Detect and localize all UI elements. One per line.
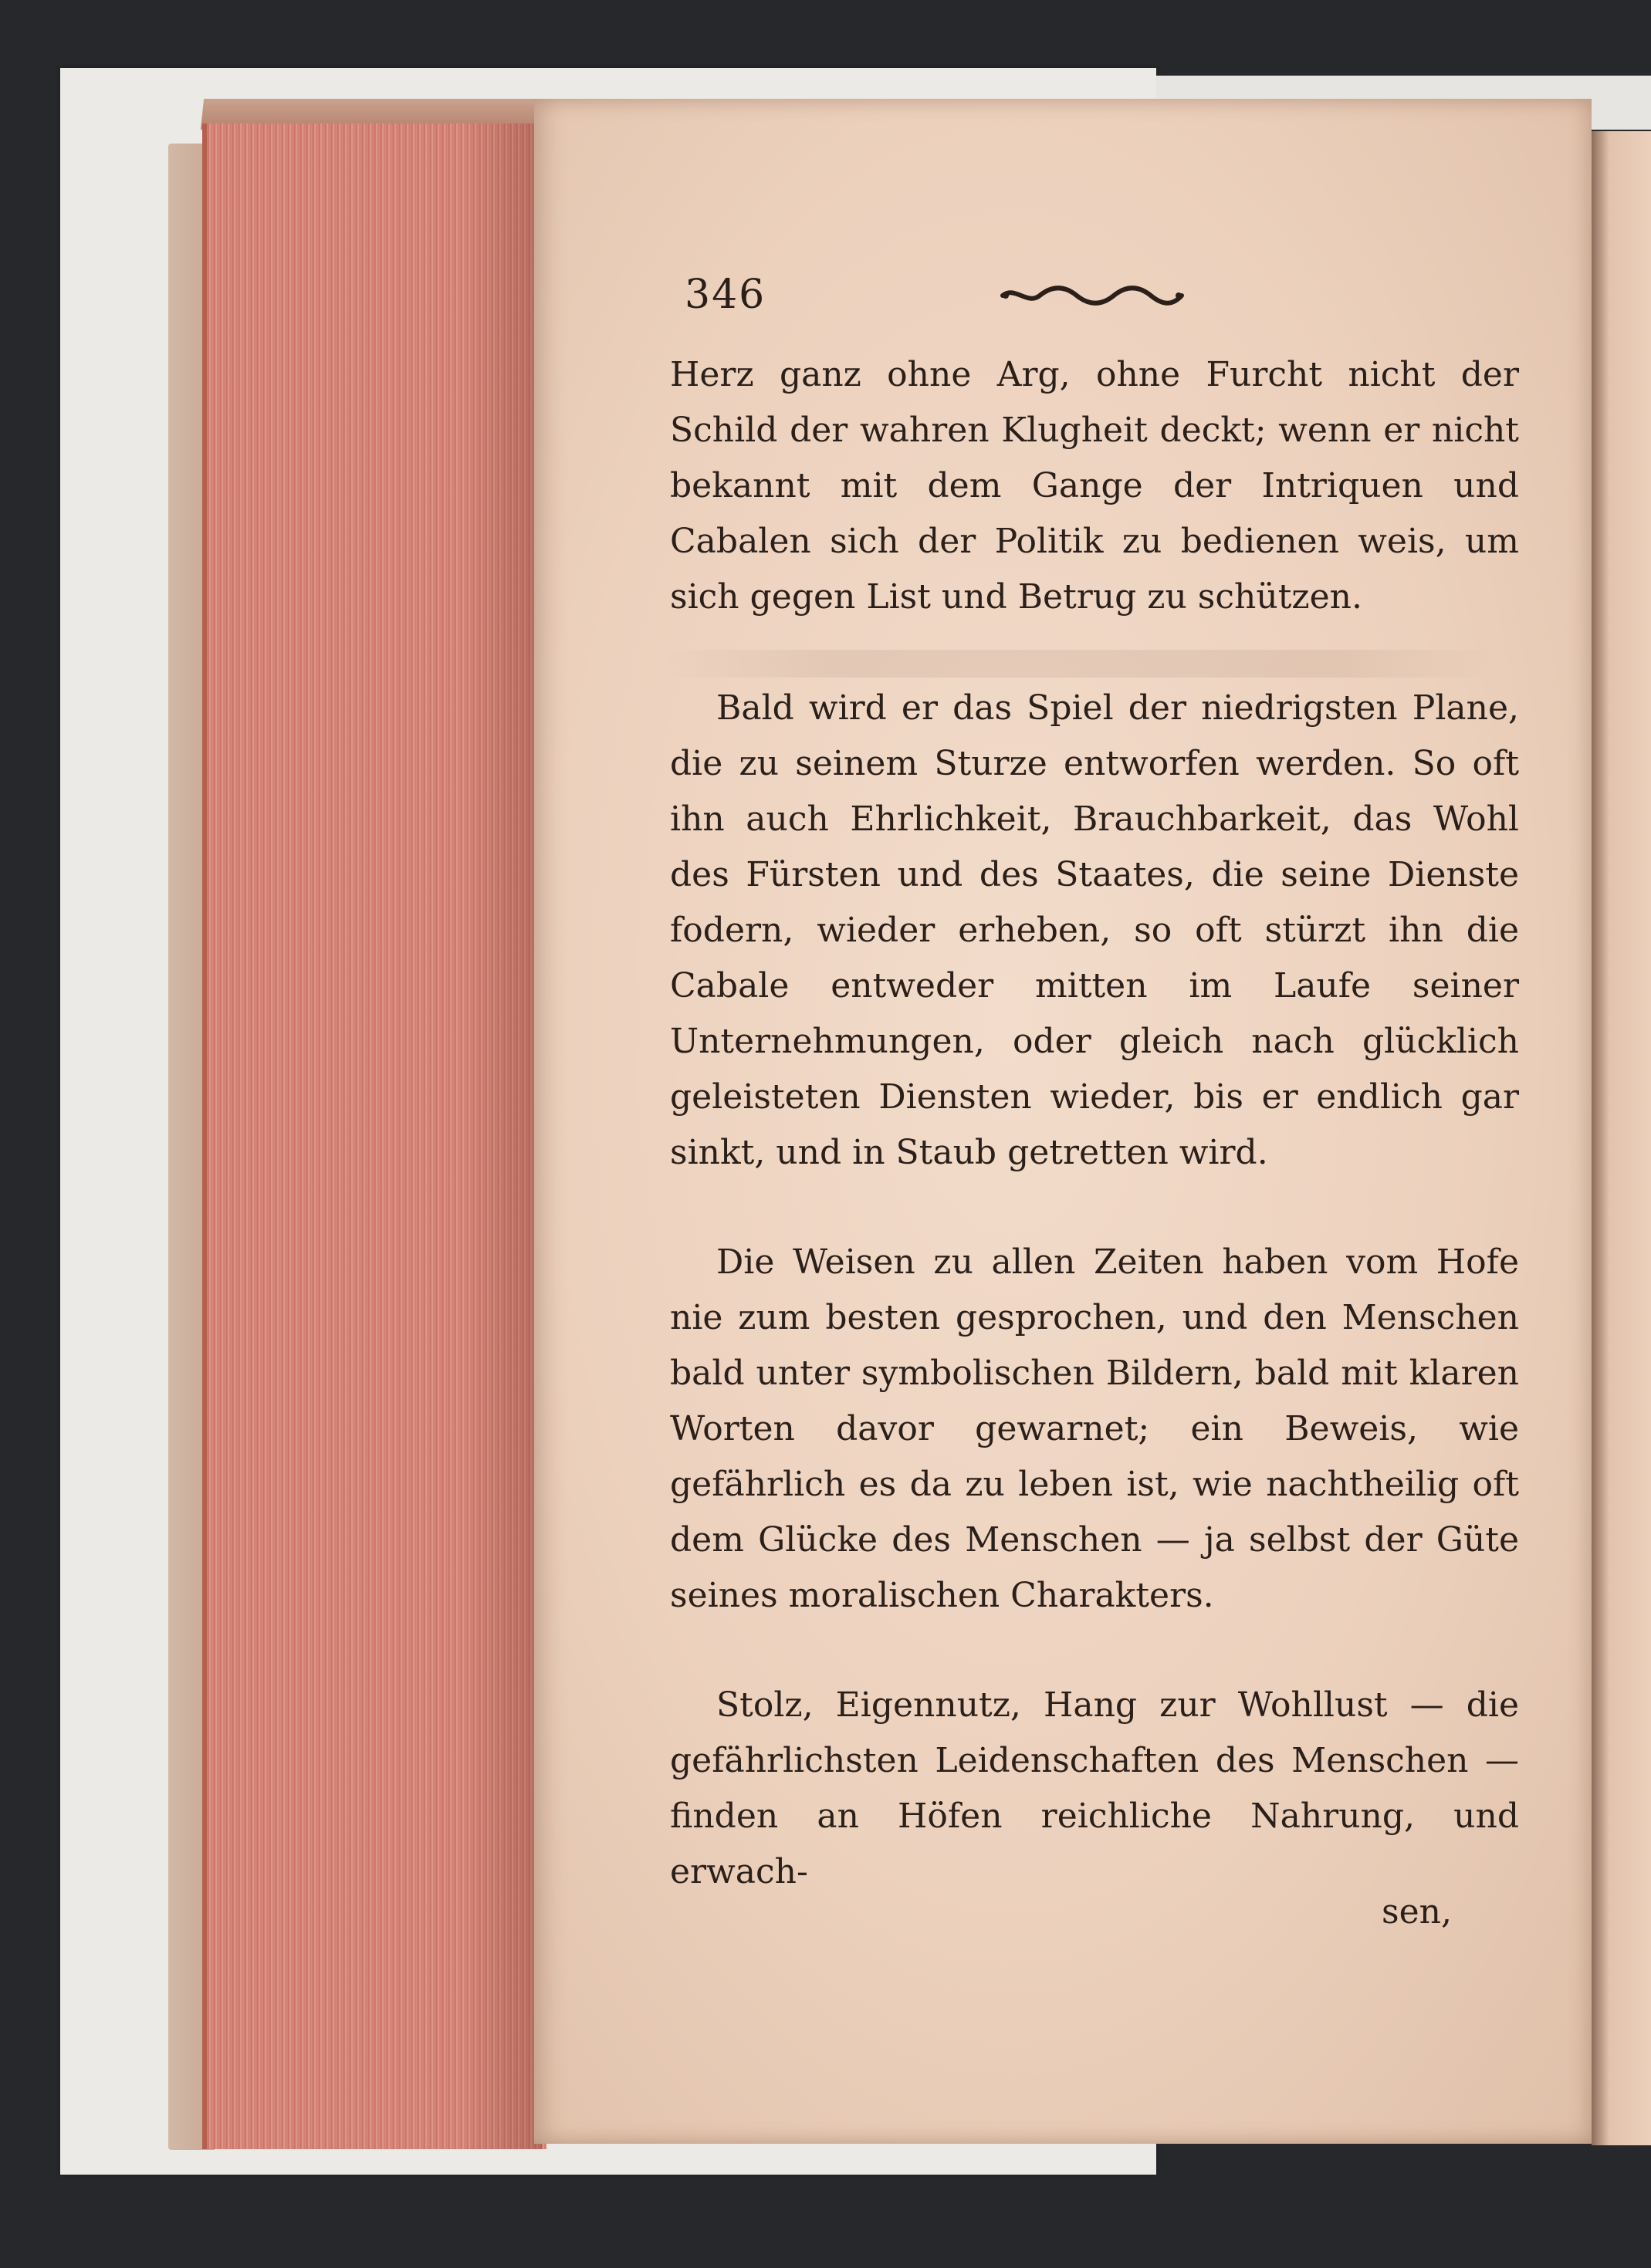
facing-page-edge	[1592, 131, 1651, 2145]
paragraph-2: Bald wird er das Spiel der niedrigsten Plane, die zu seinem Sturze entworfen werden. So oft ihn auch Ehrlichkeit, Brauchbarkeit, das Wohl des Fürsten und des Staates, die seine Dienste fodern, wieder erheben, so oft stürzt ihn die Cabale entweder mitten im Laufe seiner Unternehmungen, oder gleich nach glücklich geleisteten Diensten wieder, bis er endlich gar sinkt, und in Staub getretten wird.	[670, 688, 1519, 1172]
page-block-shade	[463, 123, 542, 2149]
paragraph-3: Die Weisen zu allen Zeiten haben vom Hofe nie zum besten gesprochen, und den Menschen bald unter symbolischen Bildern, bald mit klaren Worten davor gewarnet; ein Beweis, wie gefährlich es da zu leben ist, wie nachtheilig oft dem Glücke des Menschen — ja selbst der Güte seines moralischen Charakters.	[670, 1242, 1519, 1615]
header-ornament-icon	[1000, 282, 1185, 309]
paragraph-4: Stolz, Eigennutz, Hang zur Wohllust — die gefährlichsten Leidenschaften des Menschen — finden an Höfen reichliche Nahrung, und erwach-	[670, 1685, 1519, 1891]
page-header	[685, 272, 1495, 326]
page-number: 346	[685, 272, 766, 318]
paragraph-1: Herz ganz ohne Arg, ohne Furcht nicht der Schild der wahren Klugheit deckt; wenn er nicht bekannt mit dem Gange der Intriquen und Cabalen sich der Politik zu bedienen weis, um sich gegen List und Betrug zu schützen.	[670, 355, 1519, 617]
ink-show-through	[664, 650, 1497, 678]
catchword: sen,	[1382, 1892, 1452, 1932]
